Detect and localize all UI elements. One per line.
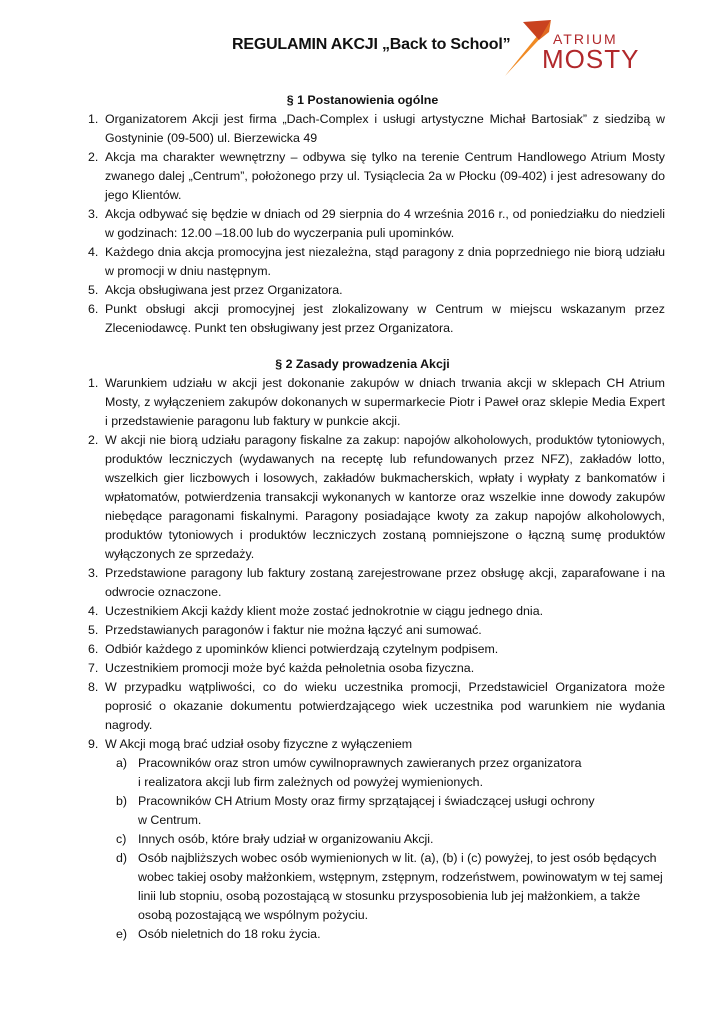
item-number: 5.	[88, 623, 99, 637]
item-text: Przedstawianych paragonów i faktur nie można łączyć ani sumować.	[105, 623, 482, 637]
item-number: 9.	[88, 737, 99, 751]
item-text: Punkt obsługi akcji promocyjnej jest zlokalizowany w Centrum w miejscu wskazanym przez Zleceniodawcę. Punkt ten obsługiwany jest przez Organizatora.	[105, 302, 665, 335]
sub-item-line: Innych osób, które brały udział w organizowaniu Akcji.	[138, 832, 434, 846]
item-text: Odbiór każdego z upominków klienci potwierdzają czytelnym podpisem.	[105, 642, 499, 656]
item-text: W akcji nie biorą udziału paragony fiskalne za zakup: napojów alkoholowych, produktów tytoniowych, produktów leczniczych (wydawanych na receptę lub refundowanych przez NFZ), zakładów lotto, wszelkich gier liczbowych i losowych, zakładów bukmacherskich, wpłaty i wypłaty z bankomatów i wpłatomatów, potwierdzenia transakcji wykonanych w kantorze oraz wszelkie inne dowody zakupów niebędące paragonami fiskalnymi. Paragony posiadające kwoty za zakup napojów alkoholowych, produktów tytoniowych i produktów leczniczych zostaną pomniejszone o łączną sumę produktów wyłączonych ze sprzedaży.	[105, 433, 665, 561]
item-text: Każdego dnia akcja promocyjna jest niezależna, stąd paragony z dnia poprzedniego nie biorą udziału w promocji w dniu następnym.	[105, 245, 665, 278]
item-text: Przedstawione paragony lub faktury zostaną zarejestrowane przez obsługę akcji, zaparafowane i na odwrocie oznaczone.	[105, 566, 665, 599]
item-number: 4.	[88, 245, 99, 259]
item-number: 5.	[88, 283, 99, 297]
document-title: REGULAMIN AKCJI „Back to School”	[232, 36, 511, 53]
section-2-heading: § 2 Zasady prowadzenia Akcji	[275, 357, 450, 371]
sub-item-line: i realizatora akcji lub firm zależnych od powyżej wymienionych.	[138, 775, 484, 789]
atrium-mosty-logo	[505, 20, 660, 78]
item-number: 1.	[88, 376, 99, 390]
item-text: Organizatorem Akcji jest firma „Dach-Complex i usługi artystyczne Michał Bartosiak” z siedzibą w Gostyninie (09-500) ul. Bierzewicka 49	[105, 112, 665, 145]
section-2-list	[88, 374, 665, 944]
section-1-list	[88, 110, 665, 338]
list-item	[88, 640, 665, 659]
item-number: 2.	[88, 150, 99, 164]
sub-item	[105, 925, 665, 944]
sub-item-line: osobą pozostającą we wspólnym pożyciu.	[138, 908, 369, 922]
list-item	[88, 300, 665, 338]
sub-item-letter: a)	[116, 756, 128, 770]
list-item	[88, 374, 665, 431]
item-text: W Akcji mogą brać udział osoby fizyczne z wyłączeniem	[105, 737, 413, 751]
sub-item-line: Pracowników oraz stron umów cywilnoprawnych zawieranych przez organizatora	[138, 756, 582, 770]
list-item	[88, 110, 665, 148]
section-1-heading: § 1 Postanowienia ogólne	[286, 93, 439, 107]
item-number: 6.	[88, 642, 99, 656]
list-item	[88, 243, 665, 281]
sub-item	[105, 849, 665, 925]
item-text: Akcja ma charakter wewnętrzny – odbywa się tylko na terenie Centrum Handlowego Atrium Mosty zwanego dalej „Centrum”, położonego przy ul. Tysiąclecia 2a w Płocku (09-402) i jest adresowany do jego Klientów.	[105, 150, 665, 202]
list-item	[88, 281, 665, 300]
sub-item	[105, 830, 665, 849]
sub-item-line: wobec takiej osoby małżonkiem, wstępnym, zstępnym, rodzeństwem, powinowatym w tej samej	[138, 870, 663, 884]
sub-item-letter: b)	[116, 794, 128, 808]
item-number: 4.	[88, 604, 99, 618]
list-item	[88, 678, 665, 735]
sub-item-letter: e)	[116, 927, 128, 941]
sub-item-letter: d)	[116, 851, 128, 865]
sub-item-line: Osób nieletnich do 18 roku życia.	[138, 927, 321, 941]
sub-item-line: linii lub stopniu, osobą pozostającą w stosunku przysposobienia lub jej małżonkiem, a także	[138, 889, 641, 903]
item-number: 3.	[88, 207, 99, 221]
sub-item-line: Pracowników CH Atrium Mosty oraz firmy sprzątającej i świadczącej usługi ochrony	[138, 794, 595, 808]
item-number: 6.	[88, 302, 99, 316]
item-text: Akcja odbywać się będzie w dniach od 29 sierpnia do 4 września 2016 r., od poniedziałku do niedzieli w godzinach: 12.00 –18.00 lub do wyczerpania puli upominków.	[105, 207, 665, 240]
sub-item-letter: c)	[116, 832, 127, 846]
item-text: Uczestnikiem Akcji każdy klient może zostać jednokrotnie w ciągu jednego dnia.	[105, 604, 544, 618]
list-item	[88, 735, 665, 944]
list-item	[88, 564, 665, 602]
list-item	[88, 148, 665, 205]
item-number: 2.	[88, 433, 99, 447]
sub-list	[105, 754, 665, 944]
sub-item-line: w Centrum.	[138, 813, 202, 827]
item-number: 8.	[88, 680, 99, 694]
item-text: Uczestnikiem promocji może być każda pełnoletnia osoba fizyczna.	[105, 661, 475, 675]
list-item	[88, 659, 665, 678]
sub-item	[105, 754, 665, 792]
item-text: Akcja obsługiwana jest przez Organizatora.	[105, 283, 343, 297]
list-item	[88, 431, 665, 564]
item-text: W przypadku wątpliwości, co do wieku uczestnika promocji, Przedstawiciel Organizatora może poprosić o okazanie dokumentu potwierdzającego wiek uczestnika pod warunkiem nie wydania nagrody.	[105, 680, 665, 732]
logo-text-top: ATRIUM	[553, 31, 618, 47]
list-item	[88, 621, 665, 640]
sub-item-line: Osób najbliższych wobec osób wymienionych w lit. (a), (b) i (c) powyżej, to jest osób będących	[138, 851, 657, 865]
sub-item	[105, 792, 665, 830]
item-number: 1.	[88, 112, 99, 126]
item-text: Warunkiem udziału w akcji jest dokonanie zakupów w dniach trwania akcji w sklepach CH Atrium Mosty, z wyłączeniem zakupów dokonanych w supermarkecie Piotr i Paweł oraz sklepie Media Expert i przedstawienie paragonu lub faktury w punkcie akcji.	[105, 376, 665, 428]
item-number: 7.	[88, 661, 99, 675]
logo-text-bottom: MOSTY	[542, 44, 640, 74]
item-number: 3.	[88, 566, 99, 580]
list-item	[88, 205, 665, 243]
list-item	[88, 602, 665, 621]
